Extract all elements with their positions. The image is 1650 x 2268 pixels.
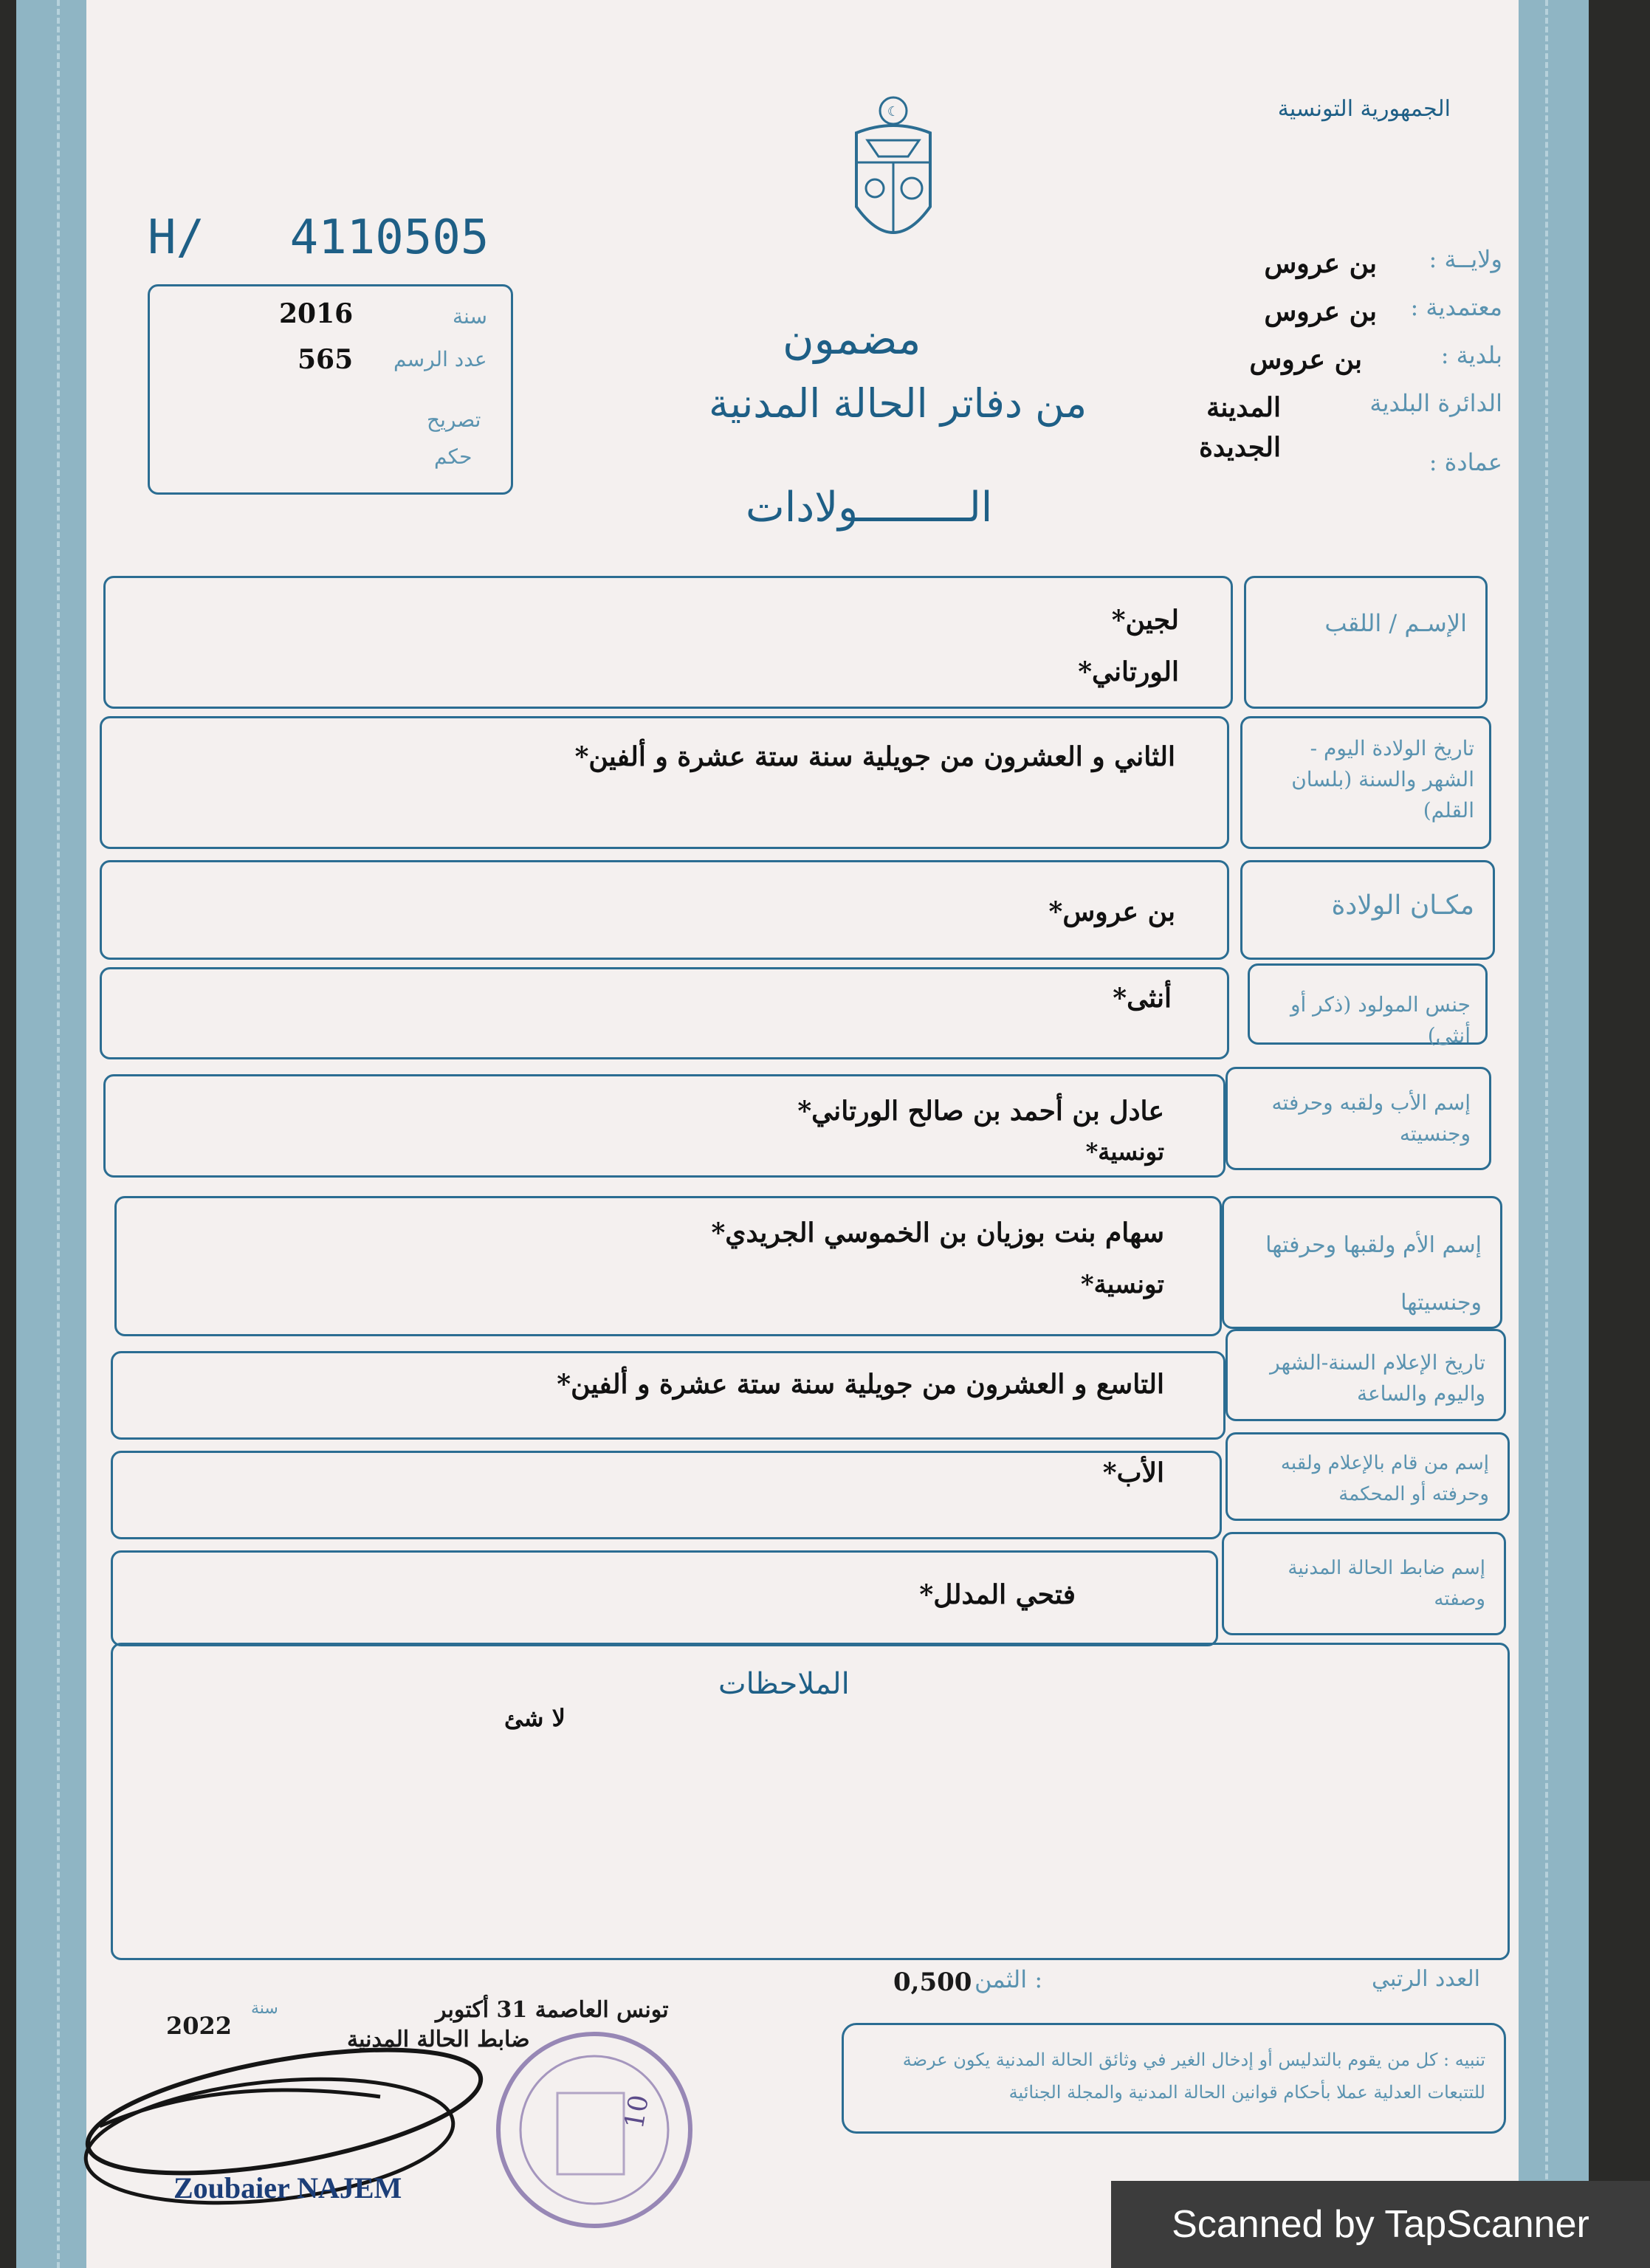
value-box-officer: فتحي المدلل*: [111, 1550, 1218, 1646]
value-box-declaration-date: التاسع و العشرون من جويلية سنة ستة عشرة و ألفين*: [111, 1351, 1226, 1440]
serial-number: H/ 4110505: [148, 210, 489, 265]
registry-number: 565: [298, 344, 354, 375]
value-box-birth-place: بن عروس*: [100, 860, 1229, 960]
tunisia-coat-of-arms-icon: [849, 89, 938, 258]
admin-sector: عمادة :: [1429, 448, 1502, 476]
admin-municipality: بلدية : بن عروس: [1249, 341, 1502, 375]
serial-number-label: العدد الرتبي: [1371, 1966, 1480, 1992]
value-box-name: لجين* الورتاني*: [103, 576, 1233, 709]
signature-name: Zoubaier NAJEM: [173, 2171, 402, 2205]
admin-delegation: معتمدية : بن عروس: [1264, 293, 1502, 327]
price-value: 0,500: [893, 1968, 972, 1997]
value-box-declarant: الأب*: [111, 1451, 1222, 1539]
document-title: مضمون: [783, 314, 921, 364]
section-title: الـــــــــولادات: [746, 484, 993, 532]
remarks-value: لا شئ: [504, 1704, 566, 1732]
label-box-declaration-date: تاريخ الإعلام السنة-الشهر واليوم والساعة: [1226, 1329, 1506, 1421]
label-box-officer: إسم ضابط الحالة المدنية وصفته: [1222, 1532, 1506, 1635]
label-box-father: إسم الأب ولقبه وحرفته وجنسيته: [1226, 1067, 1491, 1170]
remarks-title: الملاحظات: [718, 1667, 850, 1701]
label-box-mother: إسم الأم ولقبها وحرفتها وجنسيتها: [1222, 1196, 1502, 1329]
registry-box: سنة 2016 عدد الرسم 565 تصريح حكم: [148, 284, 513, 495]
document-subtitle: من دفاتر الحالة المدنية: [709, 380, 1087, 427]
warning-box: تنبيه : كل من يقوم بالتدليس أو إدخال الغير في وثائق الحالة المدنية يكون عرضة للتتبعات العدلية عملا بأحكام قوانين الحالة المدنية والمجلة الجنائية: [842, 2023, 1506, 2134]
price-label: الثمن :: [974, 1965, 1043, 1993]
admin-district: الدائرة البلدية المدينة الجديدة: [1199, 389, 1502, 463]
admin-governorate: ولايــة : بن عروس: [1264, 245, 1502, 279]
label-box-birth-place: مكـان الولادة: [1240, 860, 1495, 960]
stamp-number: 10: [619, 2092, 656, 2131]
place-date: تونس العاصمة 31 أكتوبر: [436, 1997, 669, 2023]
registry-year: 2016: [279, 298, 354, 329]
value-box-father: عادل بن أحمد بن صالح الورتاني* تونسية*: [103, 1074, 1226, 1178]
value-box-sex: أنثى*: [100, 967, 1229, 1059]
label-box-birth-date: تاريخ الولادة اليوم - الشهر والسنة (بلسان القلم): [1240, 716, 1491, 849]
scanner-watermark: Scanned by TapScanner: [1111, 2181, 1650, 2268]
remarks-box: [111, 1643, 1510, 1960]
official-stamp-icon: [491, 2027, 698, 2233]
svg-text:☾: ☾: [887, 104, 900, 120]
value-box-mother: سهام بنت بوزيان بن الخموسي الجريدي* تونسية*: [114, 1196, 1222, 1336]
republic-label: الجمهورية التونسية: [1277, 96, 1451, 122]
label-box-declarant: إسم من قام بالإعلام ولقبه وحرفته أو المحكمة: [1226, 1432, 1510, 1521]
issue-year: 2022: [166, 2012, 233, 2040]
label-box-sex: جنس المولود (ذكر أو أنثى): [1248, 963, 1488, 1045]
officer-title: ضابط الحالة المدنية: [347, 2027, 530, 2052]
value-box-birth-date: الثاني و العشرون من جويلية سنة ستة عشرة و ألفين*: [100, 716, 1229, 849]
label-box-name: الإسـم / اللقب: [1244, 576, 1488, 709]
admin-info: [1118, 244, 1502, 491]
